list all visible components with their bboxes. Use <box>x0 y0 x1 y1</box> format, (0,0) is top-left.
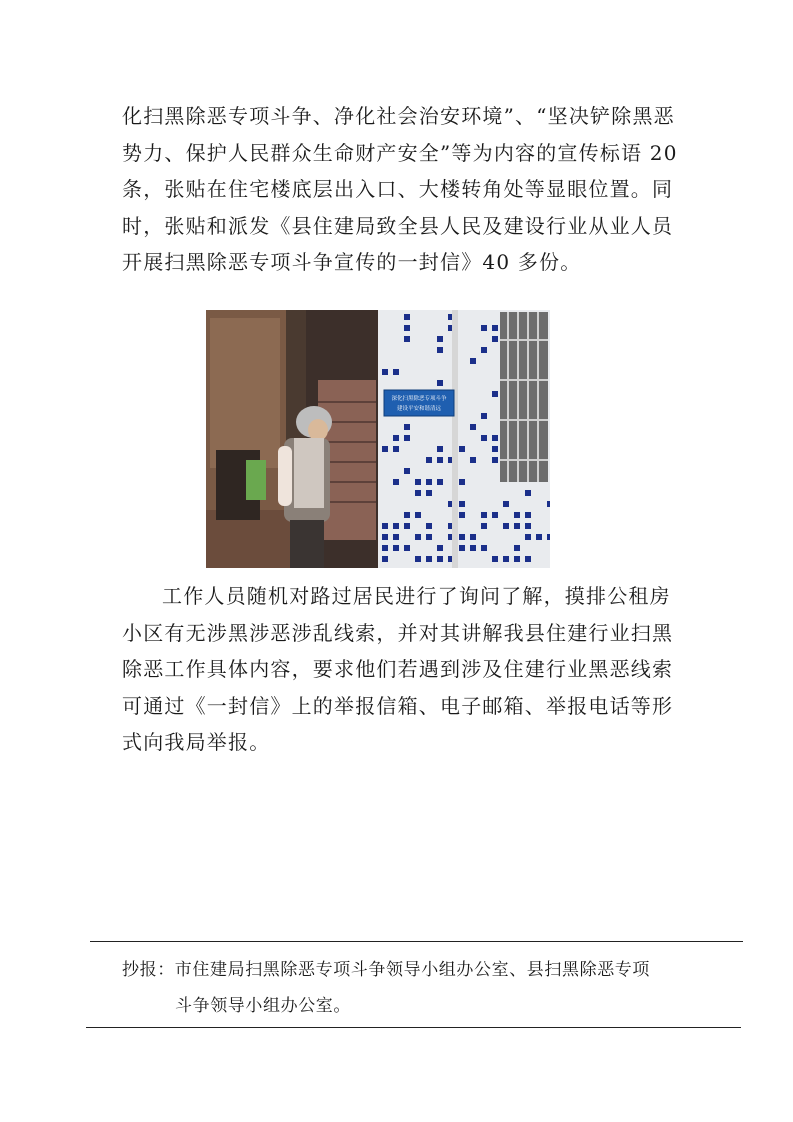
wall-tile <box>514 556 520 562</box>
wall-tile <box>393 479 399 485</box>
wall-tile <box>393 545 399 551</box>
wall-tile <box>459 545 465 551</box>
wall-tile <box>525 523 531 529</box>
wall-tile <box>547 534 550 540</box>
wall-tile <box>536 534 542 540</box>
paragraph-line: 开展扫黑除恶专项斗争宣传的一封信》40 多份。 <box>122 250 582 274</box>
wall-tile <box>525 490 531 496</box>
wall-tile <box>470 358 476 364</box>
wall-tile <box>459 534 465 540</box>
photo-resident-viewing-sign <box>206 310 550 568</box>
wall-tile <box>382 545 388 551</box>
wall-tile <box>404 435 410 441</box>
wall-tile <box>481 325 487 331</box>
wall-tile <box>470 545 476 551</box>
wall-tile <box>492 435 498 441</box>
wall-tile <box>514 523 520 529</box>
photo-illustration <box>206 310 550 568</box>
wall-tile <box>503 556 509 562</box>
wall-tile <box>481 413 487 419</box>
wall-tile <box>415 479 421 485</box>
wall-tile <box>481 435 487 441</box>
footer-divider-top <box>90 941 743 942</box>
wall-tile <box>437 545 443 551</box>
wall-tile <box>437 336 443 342</box>
footer-divider-bottom <box>86 1027 741 1028</box>
wall-tile <box>382 523 388 529</box>
wall-tile <box>382 534 388 540</box>
wall-tile <box>492 336 498 342</box>
wall-tile <box>404 512 410 518</box>
wall-tile <box>470 424 476 430</box>
wall-tile <box>459 512 465 518</box>
wall-tile <box>437 380 443 386</box>
wall-tile <box>426 490 432 496</box>
campaign-sign <box>384 390 454 416</box>
cc-line: 抄报：市住建局扫黑除恶专项斗争领导小组办公室、县扫黑除恶专项 <box>122 960 650 980</box>
wall-tile <box>492 457 498 463</box>
wall-tile <box>393 523 399 529</box>
wall-tile <box>470 534 476 540</box>
wall-tile <box>415 534 421 540</box>
paragraph-campaign-slogans <box>122 98 682 281</box>
wall-tile <box>426 457 432 463</box>
wall-tile <box>459 501 465 507</box>
wall-tile <box>492 512 498 518</box>
wall-tile <box>437 556 443 562</box>
wall-tile <box>525 534 531 540</box>
paragraph-line: 条，张贴在住宅楼底层出入口、大楼转角处等显眼位置。同 <box>122 177 674 201</box>
wall-tile <box>503 523 509 529</box>
wall-tile <box>393 446 399 452</box>
wall-tile <box>415 490 421 496</box>
cc-line: 斗争领导小组办公室。 <box>175 996 351 1016</box>
wall-tile <box>492 391 498 397</box>
paragraph-line: 小区有无涉黑涉恶涉乱线索，并对其讲解我县住建行业扫黑 <box>122 620 674 645</box>
wall-tile <box>437 479 443 485</box>
wall-tile <box>492 325 498 331</box>
paragraph-line: 可通过《一封信》上的举报信箱、电子邮箱、举报电话等形 <box>122 693 674 718</box>
wall-tile <box>404 336 410 342</box>
wall-tile <box>459 479 465 485</box>
wall-tile <box>426 479 432 485</box>
cc-distribution-note <box>122 952 722 1024</box>
wall-tile <box>547 501 550 507</box>
wall-tile <box>415 556 421 562</box>
sign-text-line1: 深化扫黑除恶专项斗争 <box>391 396 447 402</box>
wall-tile <box>404 545 410 551</box>
wall-tile <box>404 468 410 474</box>
wall-tile <box>514 545 520 551</box>
wall-tile <box>404 523 410 529</box>
wall-tile <box>470 457 476 463</box>
paragraph-line: 除恶工作具体内容，要求他们若遇到涉及住建行业黑恶线索 <box>122 657 674 681</box>
wall-tile <box>393 534 399 540</box>
wall-tile <box>481 512 487 518</box>
wall-tile <box>437 457 443 463</box>
wall-tile <box>437 347 443 353</box>
wall-tile <box>481 523 487 529</box>
wall-tile <box>393 435 399 441</box>
wall-tile <box>481 347 487 353</box>
wall-tile <box>492 556 498 562</box>
wall-tile <box>426 556 432 562</box>
paragraph-line: 化扫黑除恶专项斗争、净化社会治安环境”、“坚决铲除黑恶 <box>122 104 675 128</box>
paragraph-resident-inquiry <box>122 578 682 761</box>
wall-tile <box>404 314 410 320</box>
paragraph-line: 势力、保护人民群众生命财产安全”等为内容的宣传标语 20 <box>122 140 678 165</box>
wall-tile <box>514 512 520 518</box>
wall-tile <box>492 446 498 452</box>
wall-tile <box>404 424 410 430</box>
wall-tile <box>382 556 388 562</box>
wall-tile <box>415 512 421 518</box>
wall-tile <box>426 534 432 540</box>
wall-tile <box>481 545 487 551</box>
wall-tile <box>503 501 509 507</box>
wall-tile <box>437 446 443 452</box>
wall-tile <box>393 369 399 375</box>
wall-tile <box>525 556 531 562</box>
wall-tile <box>426 523 432 529</box>
paragraph-line: 时，张贴和派发《县住建局致全县人民及建设行业从业人员 <box>122 213 674 238</box>
paragraph-line: 式向我局举报。 <box>122 730 271 754</box>
wall-tile <box>459 446 465 452</box>
wall-tile <box>382 446 388 452</box>
sign-text-line2: 建设平安和谐清远 <box>396 406 442 412</box>
wall-tile <box>525 512 531 518</box>
paragraph-line: 工作人员随机对路过居民进行了询问了解，摸排公租房 <box>162 584 671 608</box>
wall-tile <box>382 369 388 375</box>
wall-tile <box>404 325 410 331</box>
